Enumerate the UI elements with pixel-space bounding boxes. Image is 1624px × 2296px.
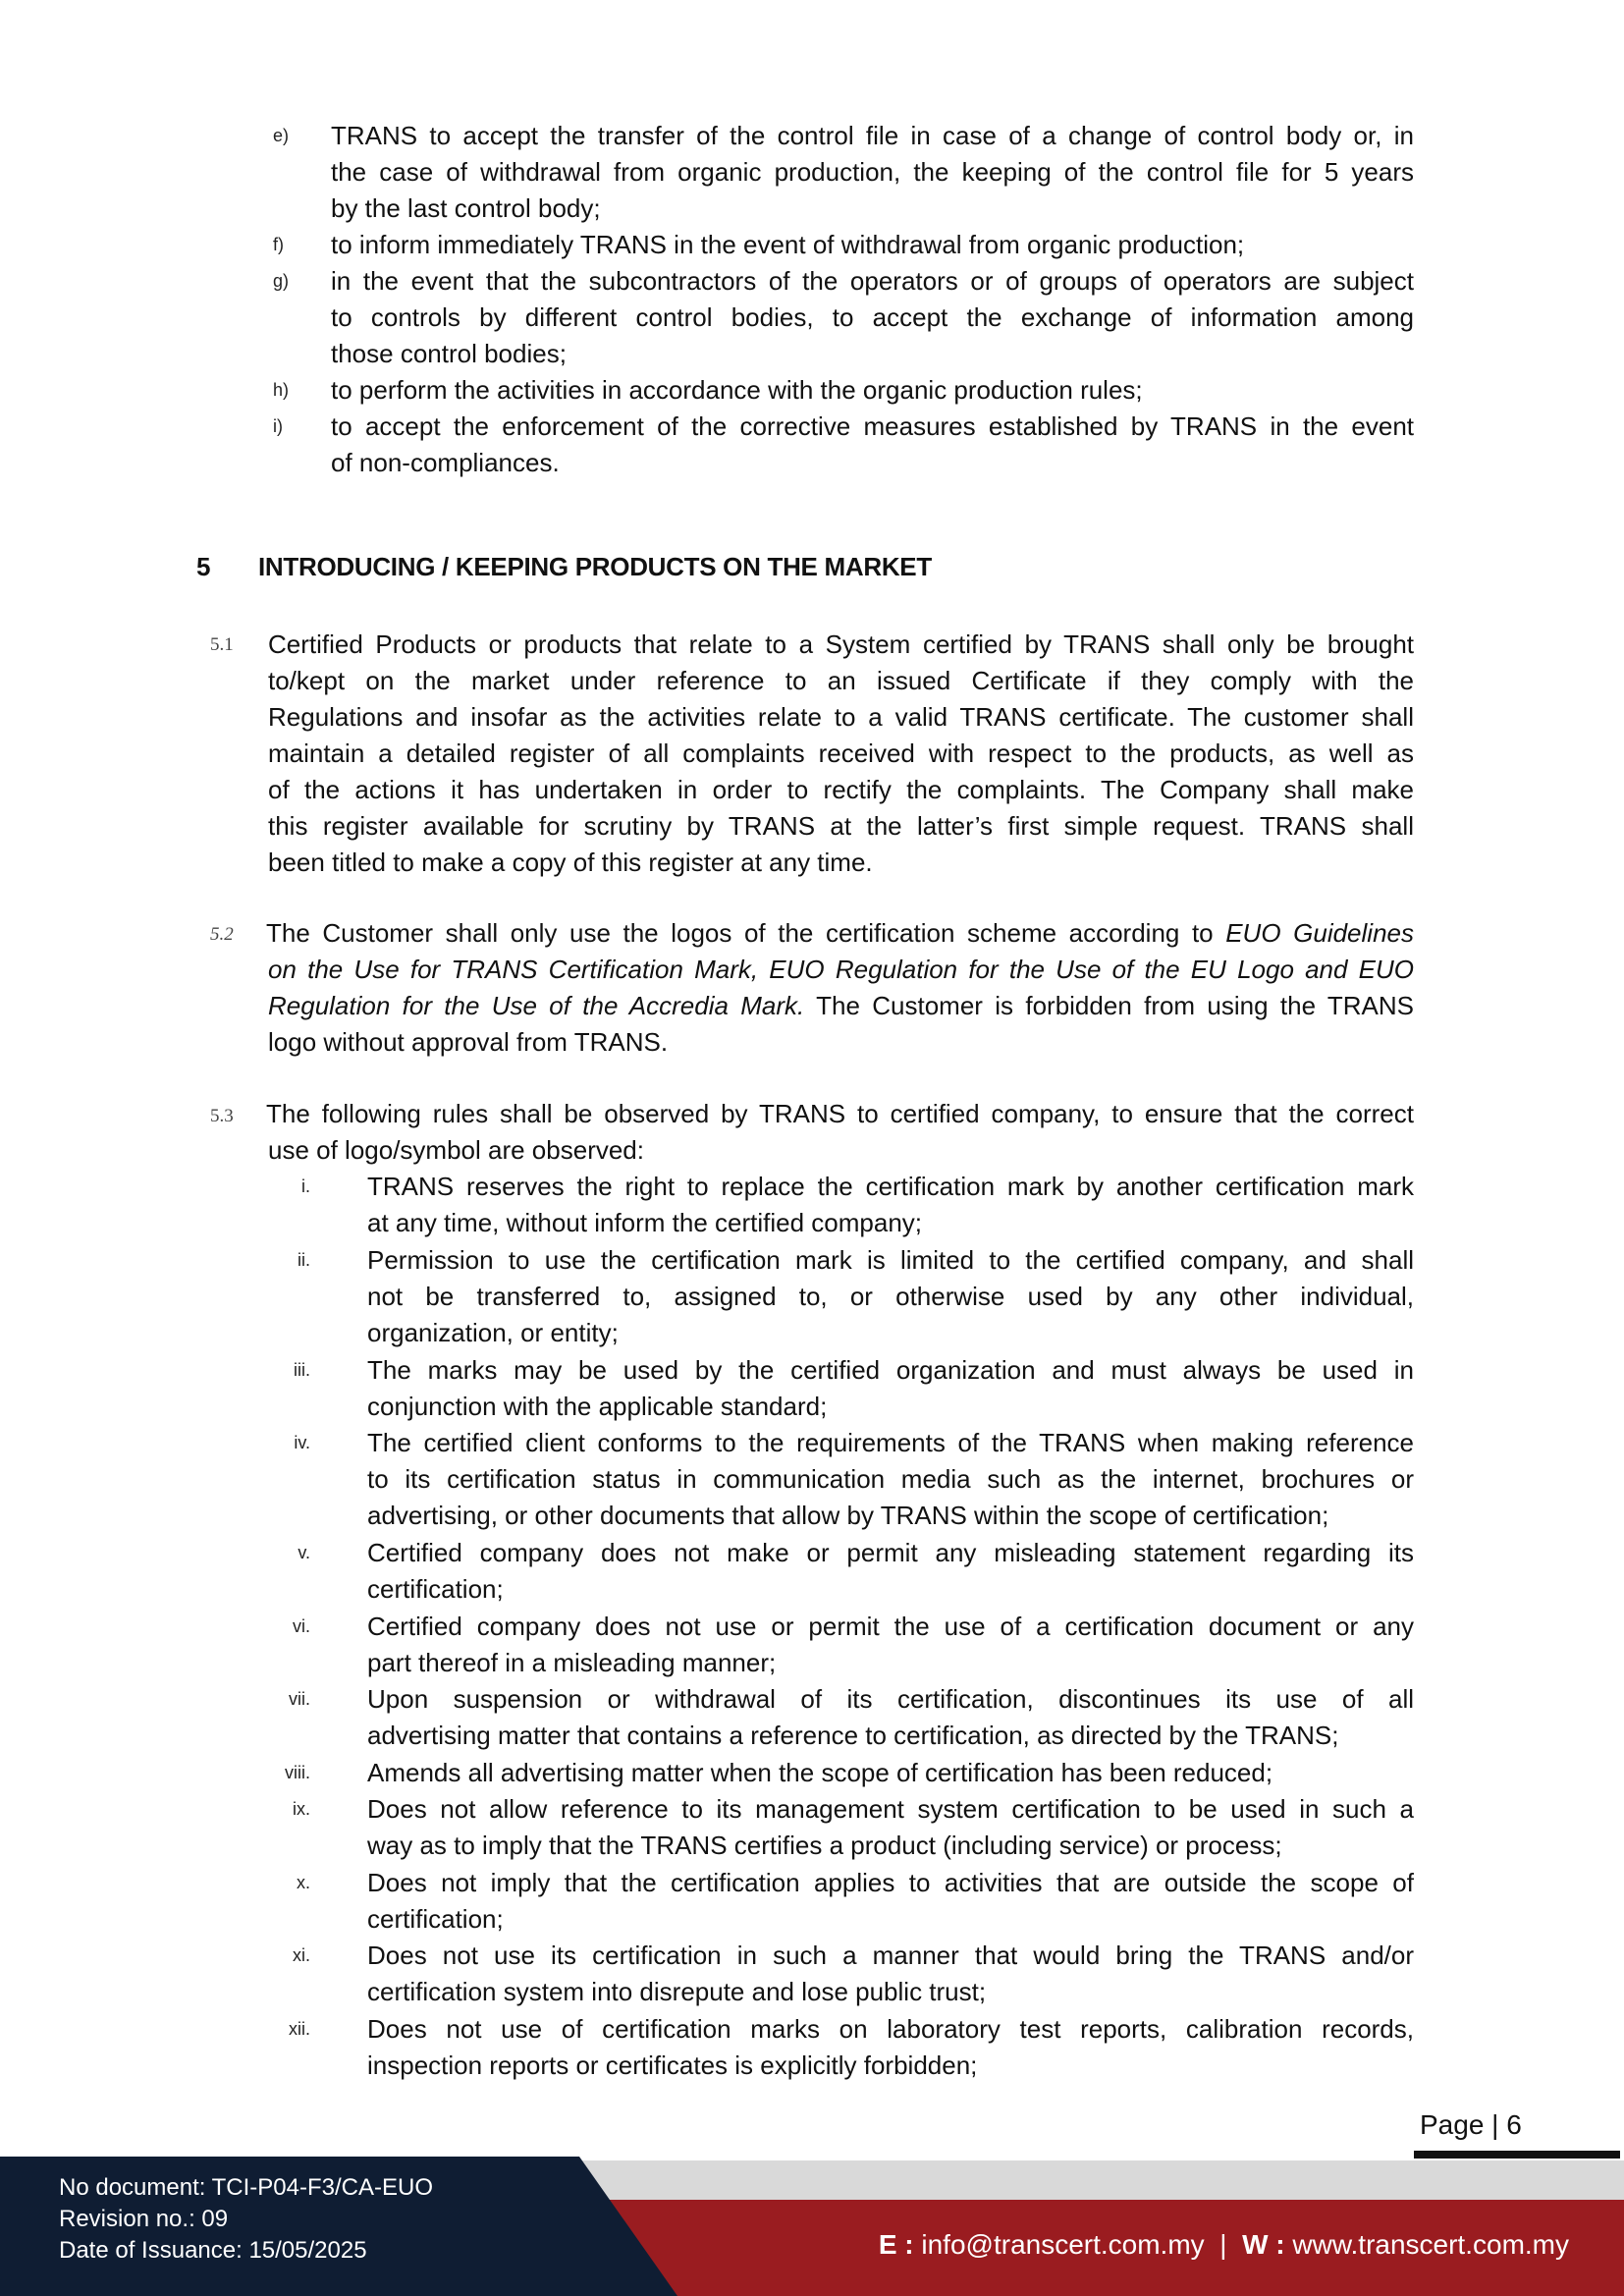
rule-item <box>367 1425 1414 1534</box>
rule-item <box>367 1681 1414 1754</box>
text-line: to/kept on the market under reference to an issued Certificate if they comply with the <box>268 666 1414 695</box>
text-line: Does not use its certification in such a manner that would bring the TRANS and/or <box>367 1941 1414 1971</box>
clause-5-2-line3: The Customer is forbidden from using the TRANS <box>804 991 1414 1020</box>
text-line: part thereof in a misleading manner; <box>367 1647 777 1677</box>
text-line: been titled to make a copy of this register at any time. <box>268 847 873 877</box>
text-line: to accept the enforcement of the corrective measures established by TRANS in the event <box>331 411 1414 441</box>
text-line: of non-compliances. <box>331 448 560 477</box>
text-line: certification system into disrepute and lose public trust; <box>367 1977 987 2007</box>
rule-item-label: ii. <box>298 1249 310 1270</box>
list-item-label: g) <box>273 271 290 291</box>
rule-item-label: iv. <box>294 1433 310 1453</box>
text-line: to controls by different control bodies, to accept the exchange of information among <box>331 302 1414 332</box>
rule-item-label: v. <box>298 1543 310 1562</box>
list-item <box>331 372 1414 409</box>
text-line: advertising matter that contains a reference to certification, as directed by the TRANS; <box>367 1721 1339 1751</box>
footer-document-info <box>59 2172 433 2267</box>
rule-item-label: xii. <box>289 2018 310 2039</box>
list-item <box>331 263 1414 372</box>
text-line: use of logo/symbol are observed: <box>268 1135 644 1165</box>
text-line: those control bodies; <box>331 339 567 368</box>
clause-5-1-text <box>268 627 1414 881</box>
rule-item-label: x. <box>296 1872 310 1892</box>
list-item <box>331 227 1414 263</box>
clause-5-3-intro <box>266 1096 1414 1169</box>
clause-5-2-line3-italic: Regulation for the Use of the Accredia Mark. <box>268 991 805 1020</box>
list-item-label: f) <box>273 235 284 254</box>
clause-5-2-line2: on the Use for TRANS Certification Mark, EUO Regulation for the Use of the EU Logo and EUO <box>268 955 1414 984</box>
clause-5-2-text <box>266 915 1414 1061</box>
rule-item <box>367 1169 1414 1241</box>
text-line: to perform the activities in accordance with the organic production rules; <box>331 375 1143 405</box>
rule-item <box>367 1865 1414 1938</box>
list-item <box>331 409 1414 481</box>
text-line: The marks may be used by the certified organization and must always be used in <box>367 1354 1414 1385</box>
list-item <box>331 118 1414 227</box>
text-line: to its certification status in communication media such as the internet, brochures or <box>367 1464 1414 1495</box>
clause-5-3-label: 5.3 <box>210 1106 234 1126</box>
text-line: Does not use of certification marks on laboratory test reports, calibration records, <box>367 2013 1414 2044</box>
document-number: No document: TCI-P04-F3/CA-EUO <box>59 2174 434 2201</box>
text-line: maintain a detailed register of all complaints received with respect to the products, as well as <box>268 738 1414 768</box>
text-line: Does not allow reference to its management system certification to be used in such a <box>367 1794 1414 1825</box>
rule-item <box>367 1938 1414 2010</box>
text-line: certification; <box>367 1903 504 1934</box>
revision-number: Revision no.: 09 <box>59 2206 229 2232</box>
list-item-label: h) <box>273 380 290 400</box>
text-line: way as to imply that the TRANS certifies a product (including service) or process; <box>367 1831 1282 1861</box>
text-line: certification; <box>367 1574 504 1604</box>
text-line: by the last control body; <box>331 193 601 223</box>
rule-item <box>367 1352 1414 1425</box>
text-line: Regulations and insofar as the activities relate to a valid TRANS certificate. The customer shall <box>268 702 1414 732</box>
text-line: Amends all advertising matter when the scope of certification has been reduced; <box>367 1757 1273 1787</box>
page-number: Page | 6 <box>1420 2109 1522 2140</box>
rule-item <box>367 1535 1414 1608</box>
clause-5-2-label: 5.2 <box>210 924 234 945</box>
text-line: at any time, without inform the certified company; <box>367 1208 923 1237</box>
text-line: to inform immediately TRANS in the event of withdrawal from organic production; <box>331 230 1245 259</box>
text-line: in the event that the subcontractors of the operators or of groups of operators are subject <box>331 266 1414 296</box>
section-title: INTRODUCING / KEEPING PRODUCTS ON THE MARKET <box>258 552 932 581</box>
rule-item-label: xi. <box>293 1945 310 1966</box>
rule-item <box>367 1791 1414 1864</box>
rule-item <box>367 1609 1414 1681</box>
clause-5-2-line1-italic: EUO Guidelines <box>1225 918 1414 948</box>
list-item-label: i) <box>273 416 283 436</box>
rule-item-label: viii. <box>285 1762 310 1782</box>
text-line: Certified company does not use or permit the use of a certification document or any <box>367 1611 1414 1641</box>
rule-item-label: i. <box>301 1176 310 1196</box>
text-line: of the actions it has undertaken in order to rectify the complaints. The Company shall make <box>268 775 1414 804</box>
text-line: not be transferred to, assigned to, or otherwise used by any other individual, <box>367 1281 1414 1311</box>
text-line: organization, or entity; <box>367 1317 619 1347</box>
text-line: this register available for scrutiny by TRANS at the latter’s first simple request. TRANS shall <box>268 811 1414 841</box>
rule-item-label: vii. <box>289 1689 310 1710</box>
text-line: the case of withdrawal from organic production, the keeping of the control file for 5 years <box>331 157 1414 187</box>
email-key: E <box>878 2229 897 2260</box>
clause-5-2-line4: logo without approval from TRANS. <box>268 1027 669 1057</box>
rule-item-label: vi. <box>293 1615 310 1636</box>
footer-contact: E : info@transcert.com.my | W : www.transcert.com.my <box>878 2229 1569 2260</box>
list-item-label: e) <box>273 126 290 145</box>
text-line: advertising, or other documents that allow by TRANS within the scope of certification; <box>367 1501 1329 1531</box>
section-number: 5 <box>196 552 211 581</box>
text-line: TRANS to accept the transfer of the control file in case of a change of control body or, in <box>331 121 1414 150</box>
text-line: The certified client conforms to the requirements of the TRANS when making reference <box>367 1428 1414 1458</box>
web-link[interactable]: www.transcert.com.my <box>1292 2229 1569 2260</box>
page-number-rule <box>1414 2151 1620 2159</box>
text-line: inspection reports or certificates is explicitly forbidden; <box>367 2050 978 2080</box>
web-key: W <box>1242 2229 1269 2260</box>
clause-5-2-line1: The Customer shall only use the logos of the certification scheme according to <box>266 918 1226 948</box>
text-line: conjunction with the applicable standard; <box>367 1391 828 1421</box>
text-line: Does not imply that the certification applies to activities that are outside the scope of <box>367 1867 1414 1897</box>
text-line: Upon suspension or withdrawal of its certification, discontinues its use of all <box>367 1684 1414 1715</box>
issuance-date: Date of Issuance: 15/05/2025 <box>59 2237 367 2264</box>
rule-item <box>367 2011 1414 2084</box>
rule-item-label: ix. <box>293 1799 310 1820</box>
rule-item <box>367 1755 1414 1791</box>
text-line: Permission to use the certification mark is limited to the certified company, and shall <box>367 1244 1414 1275</box>
rule-item <box>367 1242 1414 1351</box>
rule-item-label: iii. <box>294 1359 310 1380</box>
text-line: Certified company does not make or permit any misleading statement regarding its <box>367 1538 1414 1567</box>
text-line: TRANS reserves the right to replace the certification mark by another certification mark <box>367 1172 1414 1201</box>
text-line: Certified Products or products that relate to a System certified by TRANS shall only be brought <box>268 629 1414 659</box>
clause-5-1-label: 5.1 <box>210 634 234 655</box>
email-link[interactable]: info@transcert.com.my <box>921 2229 1205 2260</box>
text-line: The following rules shall be observed by TRANS to certified company, to ensure that the correct <box>266 1099 1414 1128</box>
